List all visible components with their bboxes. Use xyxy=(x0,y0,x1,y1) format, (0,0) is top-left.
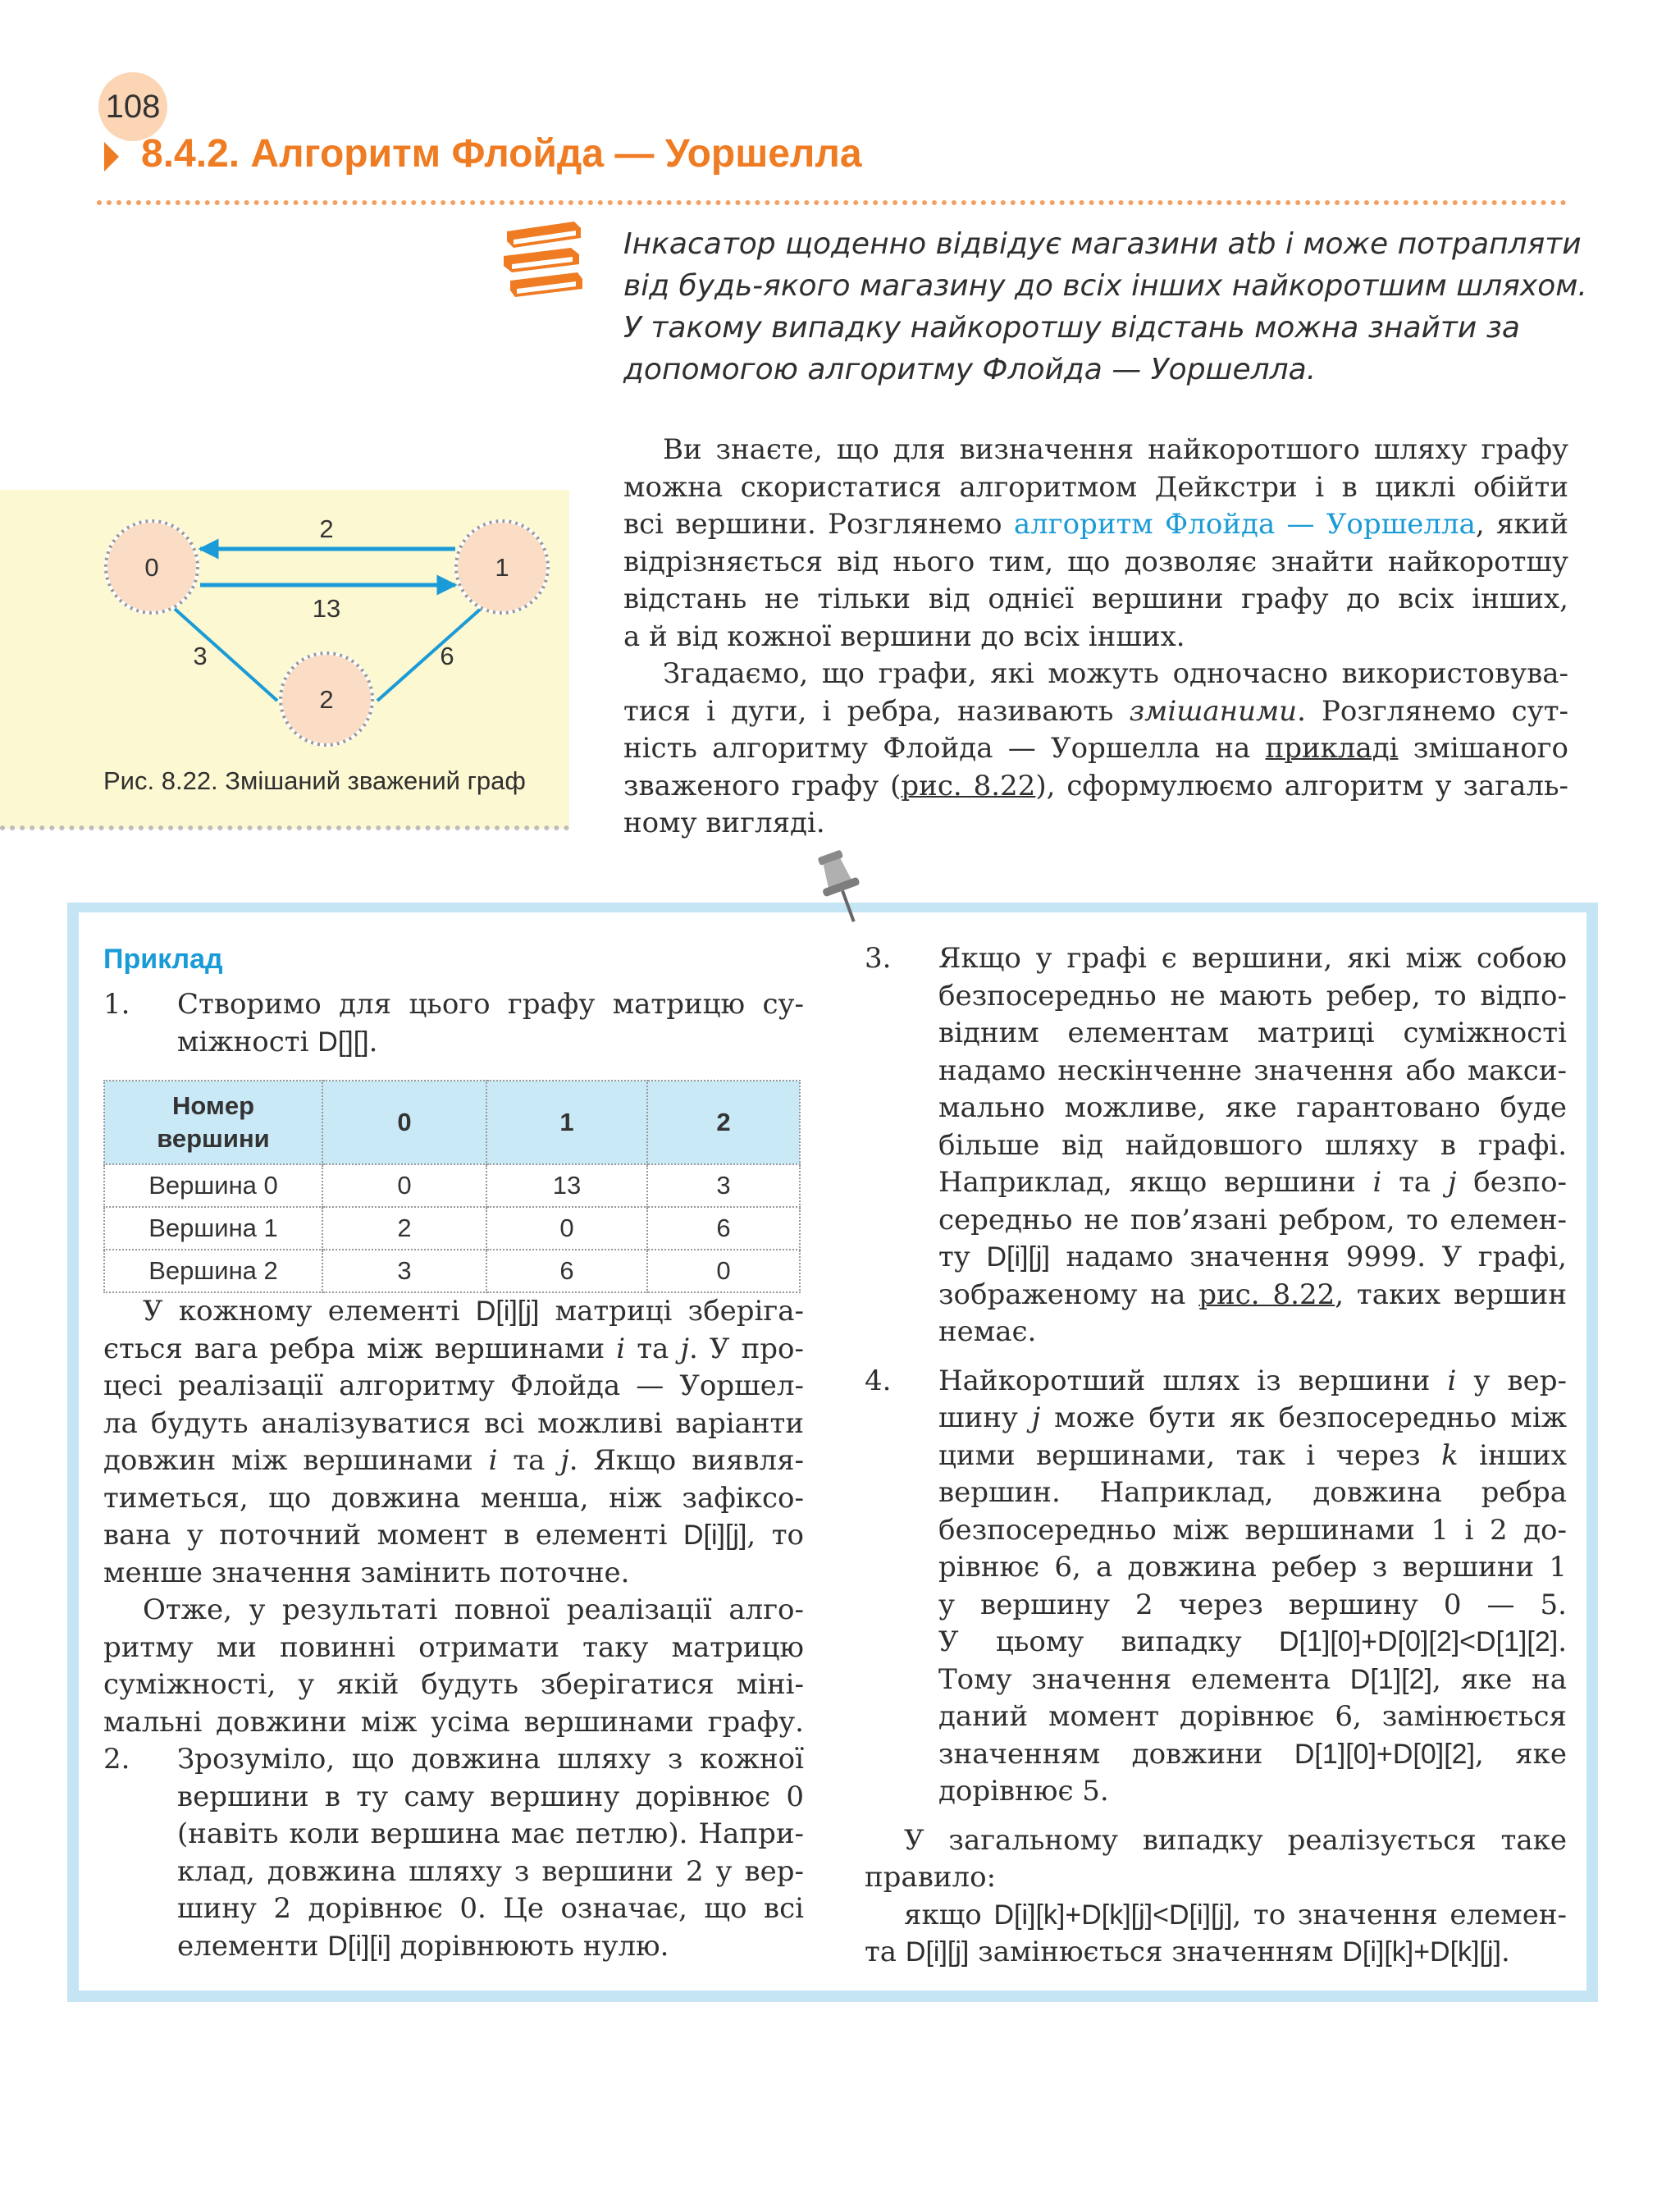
body-line: тися і дуги, і ребра, називають змішаними. Розглянемо сут- xyxy=(623,694,1568,728)
body-line: ному вигляді. xyxy=(623,807,825,839)
table-header-cell: 2 xyxy=(647,1081,800,1164)
table-header-cell: 0 xyxy=(322,1081,486,1164)
figure-caption: Рис. 8.22. Змішаний зважений граф xyxy=(103,766,526,795)
edge-0-2 xyxy=(175,609,277,701)
body-line: можна скористатися алгоритмом Дейкстри і в циклі обійти xyxy=(623,470,1568,504)
books-icon xyxy=(502,220,584,299)
example-left-column-top xyxy=(103,986,804,1061)
node-label: 2 xyxy=(319,685,334,714)
table-cell: Вершина 0 xyxy=(104,1164,322,1207)
table-header-cell: 1 xyxy=(486,1081,647,1164)
list-item: 3. Якщо у графі є вершини, які між собою безпосередньо не мають ребер, то відпо- відним елементам матриці суміжності надамо нескінченне значення або макси- мально можливе, яке гарантовано буде більше від найдовшого шляху в графі. Наприклад, якщо вершини i та j безпо- середньо не пов’язані ребром, то елемен- ту D[i][j] надамо значення 9999. У графі, зображеному на рис. 8.22, таких вершин немає. xyxy=(865,942,1567,1348)
graph-figure xyxy=(0,490,569,785)
table-cell: 0 xyxy=(486,1207,647,1250)
pushpin-icon xyxy=(796,845,886,931)
list-item: 4. Найкоротший шлях із вершини i у вер- шину j може бути як безпосередньо між цими вершинами, так і через k інших вершин. Наприклад, довжина ребра безпосередньо між вершинами 1 і 2 до- рівнює 6, а довжина ребер з вершини 1 у вершину 2 через вершину 0 — 5. У цьому випадку D[1][0]+D[0][2]<D[1][2]. Тому значення елемента D[1][2], яке на даний момент дорівнює 6, замінюється значенням довжини D[1][0]+D[0][2], яке дорівнює 5. xyxy=(865,1364,1568,1808)
table-cell: 3 xyxy=(647,1164,800,1207)
title-divider xyxy=(97,200,1567,205)
body-line: відрізняється від нього тим, що дозволяє знайти найкоротшу xyxy=(623,545,1568,578)
body-line: відстань не тільки від однієї вершини графу до всіх інших, xyxy=(623,583,1568,615)
edge-weight-label: 3 xyxy=(193,642,208,670)
section-title: 8.4.2. Алгоритм Флойда — Уоршелла xyxy=(141,132,862,176)
page-number: 108 xyxy=(98,72,167,141)
table-cell: 2 xyxy=(322,1207,486,1250)
table-cell: 6 xyxy=(647,1207,800,1250)
title-arrow-icon xyxy=(104,142,119,171)
body-line: Згадаємо, що графи, які можуть одночасно використовува- xyxy=(663,657,1568,690)
edge-2-1 xyxy=(377,609,481,701)
body-line: ність алгоритму Флойда — Уоршелла на прикладі змішаного xyxy=(623,732,1568,765)
intro-line: від будь-якого магазину до всіх інших найкоротшим шляхом. xyxy=(623,269,1587,303)
adjacency-table xyxy=(103,1080,801,1293)
example-label: Приклад xyxy=(103,944,223,975)
table-cell: Вершина 2 xyxy=(104,1250,322,1292)
node-label: 0 xyxy=(144,553,159,582)
body-text xyxy=(623,432,1568,843)
rule-paragraph: У загальному випадку реалізується таке правило: якщо D[i][k]+D[k][j]<D[i][j], то значення елемен- та D[i][j] замінюється значенням D[i][k]+D[k][j]. xyxy=(865,1823,1567,1968)
body-line: зваженого графу (рис. 8.22), сформулюємо алгоритм у загаль- xyxy=(623,769,1568,802)
table-row xyxy=(104,1250,800,1292)
table-header-row xyxy=(104,1081,800,1164)
list-item: 2. Зрозуміло, що довжина шляху з кожної вершини в ту саму вершину дорівнює 0 (навіть коли вершина має петлю). Напри- клад, довжина шляху з вершини 2 у вер- шину 2 дорівнює 0. Це означає, що всі елементи D[i][i] дорівнюють нулю. xyxy=(103,1743,804,1963)
figure-reference-link[interactable]: рис. 8.22 xyxy=(1198,1278,1335,1311)
table-cell: 0 xyxy=(322,1164,486,1207)
intro-line: Інкасатор щоденно відвідує магазини atb і може потрапляти xyxy=(623,227,1582,261)
table-row xyxy=(104,1207,800,1250)
intro-line: У такому випадку найкоротшу відстань можна знайти за xyxy=(623,311,1520,345)
body-line: а й від кожної вершини до всіх інших. xyxy=(623,619,1185,653)
table-cell: Вершина 1 xyxy=(104,1207,322,1250)
edge-weight-label: 2 xyxy=(319,514,334,543)
body-line: всі вершини. Розглянемо алгоритм Флойда — Уоршелла, який xyxy=(623,508,1569,541)
table-row xyxy=(104,1164,800,1207)
example-right-column xyxy=(865,940,1567,1972)
edge-weight-label: 6 xyxy=(440,642,454,670)
table-cell: 3 xyxy=(322,1250,486,1292)
table-cell: 6 xyxy=(486,1250,647,1292)
node-label: 1 xyxy=(495,553,509,582)
list-item: 1. Створимо для цього графу матрицю су- міжності D[][]. xyxy=(103,988,804,1058)
figure-reference-link[interactable]: рис. 8.22 xyxy=(901,769,1036,802)
figure-divider xyxy=(0,825,569,830)
table-cell: 13 xyxy=(486,1164,647,1207)
floyd-warshall-link[interactable]: алгоритм Флойда — Уоршелла xyxy=(1013,508,1476,541)
example-reference-link[interactable]: прикладі xyxy=(1265,732,1399,765)
intro-line: допомогою алгоритму Флойда — Уоршелла. xyxy=(623,353,1317,386)
table-cell: 0 xyxy=(647,1250,800,1292)
edge-weight-label: 13 xyxy=(312,594,341,623)
intro-text xyxy=(623,223,1587,391)
table-header-cell: Номер вершини xyxy=(104,1081,322,1164)
body-line: Ви знаєте, що для визначення найкоротшого шляху графу xyxy=(663,433,1568,466)
example-left-column-bottom: У кожному елементі D[i][j] матриці зберіга- ється вага ребра між вершинами i та j. У про- цесі реалізації алгоритму Флойда — Уоршел- ла будуть аналізуватися всі можливі варіанти довжин між вершинами i та j. Якщо виявля- тиметься, що довжина менша, ніж зафіксо- вана у поточний момент в елементі D[i][j], то менше значення замінить поточне. Отже, у результаті повної реалізації алго- ритму ми повинні отримати таку матрицю суміжності, у якій будуть зберігатися міні- мальні довжини між усіма вершинами графу. 2. Зрозуміло, що довжина шляху з кожної вершини в ту саму вершину дорівнює 0 (навіть коли вершина має петлю). Напри- клад, довжина шляху з вершини 2 у вер- шину 2 дорівнює 0. Це означає, що всі елементи D[i][i] дорівнюють нулю. xyxy=(103,1293,804,1965)
